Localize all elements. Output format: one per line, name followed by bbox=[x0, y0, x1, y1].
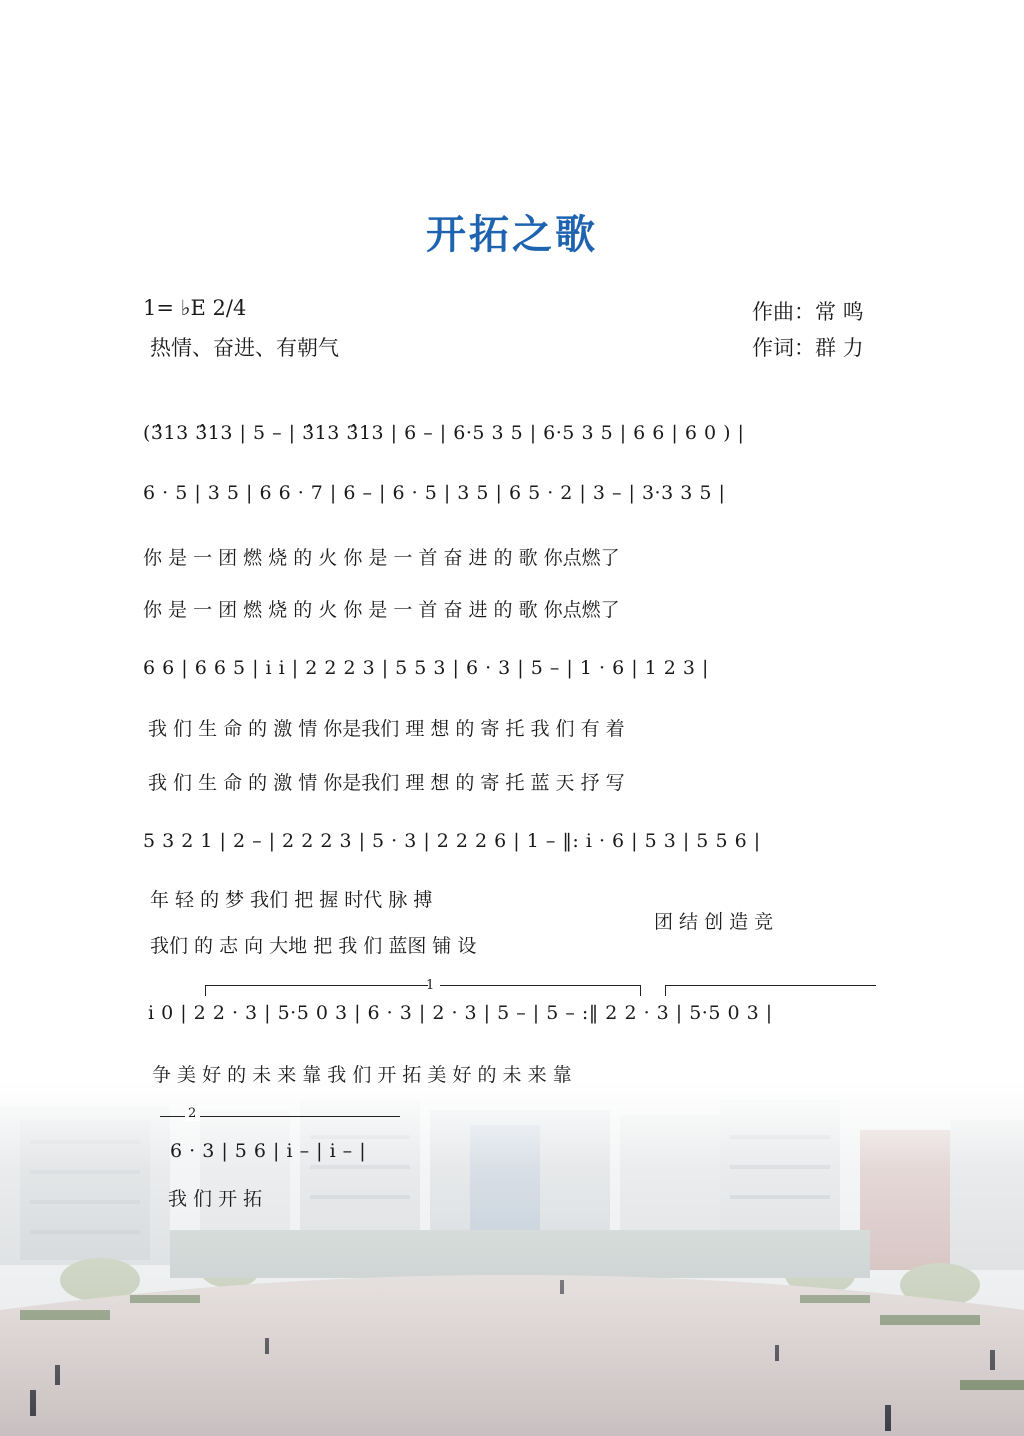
lyrics-line-2-verse-2: 你 是 一 团 燃 烧 的 火 你 是 一 首 奋 进 的 歌 你点燃了 bbox=[143, 599, 620, 621]
score-line-2: 6 · 5 | 3 5 | 6 6 · 7 | 6 – | 6 · 5 | 3 5 | 6 5 · 2 | 3 – | 3·3 3 5 | bbox=[143, 482, 726, 504]
tempo-marking: 热情、奋进、有朝气 bbox=[150, 336, 339, 360]
key-signature: 1= ♭E 2/4 bbox=[143, 296, 247, 320]
volta-label-1: 1 bbox=[426, 978, 435, 993]
song-title: 开拓之歌 bbox=[426, 212, 598, 258]
lyrics-line-4-verse-1: 年 轻 的 梦 我们 把 握 时代 脉 搏 bbox=[150, 889, 433, 911]
score-line-3: 6 6 | 6 6 5 | i i | 2 2 2 3 | 5 5 3 | 6 · 3 | 5 – | 1 · 6 | 1 2 3 | bbox=[143, 657, 709, 679]
score-line-1: (3̂13 3̂13 | 5 – | 3̂13 3̂13 | 6 – | 6·5 3 5 | 6·5 3 5 | 6 6 | 6 0 ) | bbox=[143, 422, 745, 444]
score-line-4: 5 3 2 1 | 2 – | 2 2 2 3 | 5 · 3 | 2 2 2 6 | 1 – ‖: i · 6 | 5 3 | 5 5 6 | bbox=[143, 830, 761, 852]
lyrics-line-6: 我 们 开 拓 bbox=[168, 1188, 263, 1210]
volta-bracket-2 bbox=[440, 985, 641, 996]
volta-bracket-3 bbox=[665, 985, 876, 996]
lyricist-credit: 作词：群 力 bbox=[752, 336, 864, 360]
lyrics-line-3-verse-1: 我 们 生 命 的 激 情 你是我们 理 想 的 寄 托 我 们 有 着 bbox=[148, 718, 625, 740]
lyrics-line-3-verse-2: 我 们 生 命 的 激 情 你是我们 理 想 的 寄 托 蓝 天 抒 写 bbox=[148, 772, 625, 794]
lyrics-line-5: 争 美 好 的 未 来 靠 我 们 开 拓 美 好 的 未 来 靠 bbox=[152, 1064, 572, 1086]
campus-photo-background bbox=[0, 1080, 1024, 1436]
volta-bracket-1 bbox=[205, 985, 428, 996]
score-line-5: i 0 | 2 2 · 3 | 5·5 0 3 | 6 · 3 | 2 · 3 | 5 – | 5 – :‖ 2 2 · 3 | 5·5 0 3 | bbox=[148, 1002, 773, 1024]
lyrics-line-4-refrain: 团 结 创 造 竞 bbox=[654, 911, 774, 933]
lyrics-line-2-verse-1: 你 是 一 团 燃 烧 的 火 你 是 一 首 奋 进 的 歌 你点燃了 bbox=[143, 547, 620, 569]
volta-label-2: 2 bbox=[185, 1106, 200, 1121]
lyrics-line-4-verse-2: 我们 的 志 向 大地 把 我 们 蓝图 铺 设 bbox=[150, 935, 477, 957]
score-line-6: 6 · 3 | 5 6 | i – | i – | bbox=[170, 1140, 367, 1162]
composer-credit: 作曲：常 鸣 bbox=[752, 300, 864, 324]
